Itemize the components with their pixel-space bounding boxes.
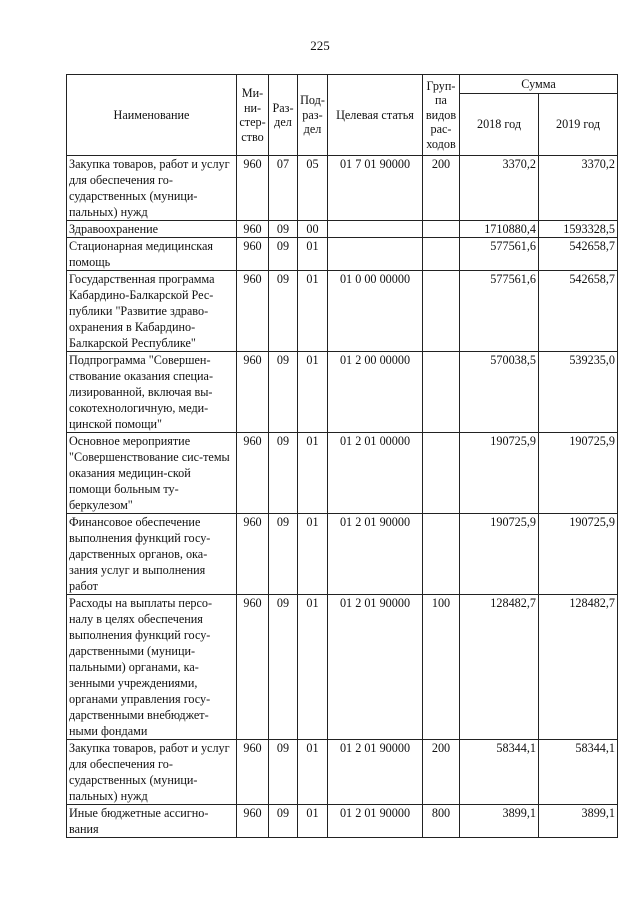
row-section: 09	[269, 514, 298, 595]
row-sum-2019: 128482,7	[539, 595, 618, 740]
row-group: 200	[423, 156, 460, 221]
row-subsection: 05	[298, 156, 328, 221]
row-section: 09	[269, 238, 298, 271]
row-name: Здравоохранение	[67, 221, 237, 238]
row-sum-2018: 577561,6	[460, 238, 539, 271]
header-group: Груп-па видов рас-ходов	[423, 75, 460, 156]
row-subsection: 01	[298, 238, 328, 271]
header-target: Целевая статья	[328, 75, 423, 156]
row-ministry: 960	[237, 433, 269, 514]
table-row	[67, 740, 618, 805]
row-subsection: 01	[298, 352, 328, 433]
row-section: 09	[269, 595, 298, 740]
row-target: 01 2 01 90000	[328, 595, 423, 740]
row-group	[423, 238, 460, 271]
row-name: Закупка товаров, работ и услуг для обеспечения го-сударственных (муници-пальных) нужд	[67, 156, 237, 221]
row-ministry: 960	[237, 271, 269, 352]
row-sum-2019: 190725,9	[539, 433, 618, 514]
row-group: 800	[423, 805, 460, 838]
row-sum-2018: 58344,1	[460, 740, 539, 805]
row-section: 09	[269, 221, 298, 238]
row-name: Расходы на выплаты персо-налу в целях обеспечения выполнения функций госу-дарственными (муници-пальными) органами, ка-зенными учреждениями, органами управления госу-дарственными внебюджет-ными фондами	[67, 595, 237, 740]
header-subsection: Под-раз-дел	[298, 75, 328, 156]
row-section: 09	[269, 271, 298, 352]
row-ministry: 960	[237, 238, 269, 271]
row-group	[423, 352, 460, 433]
row-section: 09	[269, 433, 298, 514]
row-subsection: 00	[298, 221, 328, 238]
table-header	[67, 75, 618, 156]
header-year-2019: 2019 год	[539, 94, 618, 156]
row-group: 200	[423, 740, 460, 805]
row-ministry: 960	[237, 514, 269, 595]
row-sum-2018: 1710880,4	[460, 221, 539, 238]
row-section: 09	[269, 740, 298, 805]
row-name: Иные бюджетные ассигно-вания	[67, 805, 237, 838]
row-target	[328, 238, 423, 271]
row-group	[423, 514, 460, 595]
row-name: Стационарная медицинская помощь	[67, 238, 237, 271]
row-sum-2018: 570038,5	[460, 352, 539, 433]
row-target: 01 0 00 00000	[328, 271, 423, 352]
row-name: Подпрограмма "Совершен-ствование оказания специа-лизированной, включая вы-сокотехнологичную, меди-цинской помощи"	[67, 352, 237, 433]
row-group	[423, 433, 460, 514]
row-subsection: 01	[298, 271, 328, 352]
row-sum-2018: 577561,6	[460, 271, 539, 352]
header-year-2018: 2018 год	[460, 94, 539, 156]
table-row	[67, 271, 618, 352]
row-ministry: 960	[237, 740, 269, 805]
row-section: 09	[269, 805, 298, 838]
header-section: Раз-дел	[269, 75, 298, 156]
table-body	[67, 156, 618, 838]
table-row	[67, 805, 618, 838]
row-name: Основное мероприятие "Совершенствование сис-темы оказания медицин-ской помощи больным ту-беркулезом"	[67, 433, 237, 514]
row-ministry: 960	[237, 221, 269, 238]
header-ministry: Ми-ни-стер-ство	[237, 75, 269, 156]
row-sum-2019: 3370,2	[539, 156, 618, 221]
row-target: 01 2 01 90000	[328, 805, 423, 838]
row-section: 09	[269, 352, 298, 433]
row-target: 01 2 01 00000	[328, 433, 423, 514]
table-row	[67, 238, 618, 271]
row-sum-2019: 190725,9	[539, 514, 618, 595]
row-sum-2018: 3370,2	[460, 156, 539, 221]
row-sum-2019: 539235,0	[539, 352, 618, 433]
row-subsection: 01	[298, 805, 328, 838]
table-row	[67, 352, 618, 433]
row-sum-2019: 1593328,5	[539, 221, 618, 238]
header-sum: Сумма	[460, 75, 618, 94]
row-target: 01 2 01 90000	[328, 740, 423, 805]
row-sum-2018: 190725,9	[460, 433, 539, 514]
table-row	[67, 156, 618, 221]
row-sum-2018: 3899,1	[460, 805, 539, 838]
row-target: 01 2 01 90000	[328, 514, 423, 595]
table-row	[67, 221, 618, 238]
table-row	[67, 433, 618, 514]
row-subsection: 01	[298, 433, 328, 514]
row-group	[423, 271, 460, 352]
row-name: Финансовое обеспечение выполнения функций госу-дарственных органов, ока-зания услуг и выполнения работ	[67, 514, 237, 595]
row-sum-2018: 190725,9	[460, 514, 539, 595]
row-subsection: 01	[298, 514, 328, 595]
row-ministry: 960	[237, 595, 269, 740]
row-sum-2018: 128482,7	[460, 595, 539, 740]
row-subsection: 01	[298, 595, 328, 740]
table-row	[67, 514, 618, 595]
row-sum-2019: 542658,7	[539, 271, 618, 352]
row-name: Закупка товаров, работ и услуг для обеспечения го-сударственных (муници-пальных) нужд	[67, 740, 237, 805]
row-target: 01 7 01 90000	[328, 156, 423, 221]
row-sum-2019: 542658,7	[539, 238, 618, 271]
table-row	[67, 595, 618, 740]
row-target	[328, 221, 423, 238]
row-name: Государственная программа Кабардино-Балкарской Рес-публики "Развитие здраво-охранения в Кабардино-Балкарской Республике"	[67, 271, 237, 352]
row-section: 07	[269, 156, 298, 221]
row-ministry: 960	[237, 156, 269, 221]
row-target: 01 2 00 00000	[328, 352, 423, 433]
row-sum-2019: 58344,1	[539, 740, 618, 805]
row-ministry: 960	[237, 352, 269, 433]
budget-table	[66, 74, 618, 838]
row-subsection: 01	[298, 740, 328, 805]
row-group: 100	[423, 595, 460, 740]
header-name: Наименование	[67, 75, 237, 156]
row-group	[423, 221, 460, 238]
page-number: 225	[310, 38, 330, 53]
row-sum-2019: 3899,1	[539, 805, 618, 838]
row-ministry: 960	[237, 805, 269, 838]
